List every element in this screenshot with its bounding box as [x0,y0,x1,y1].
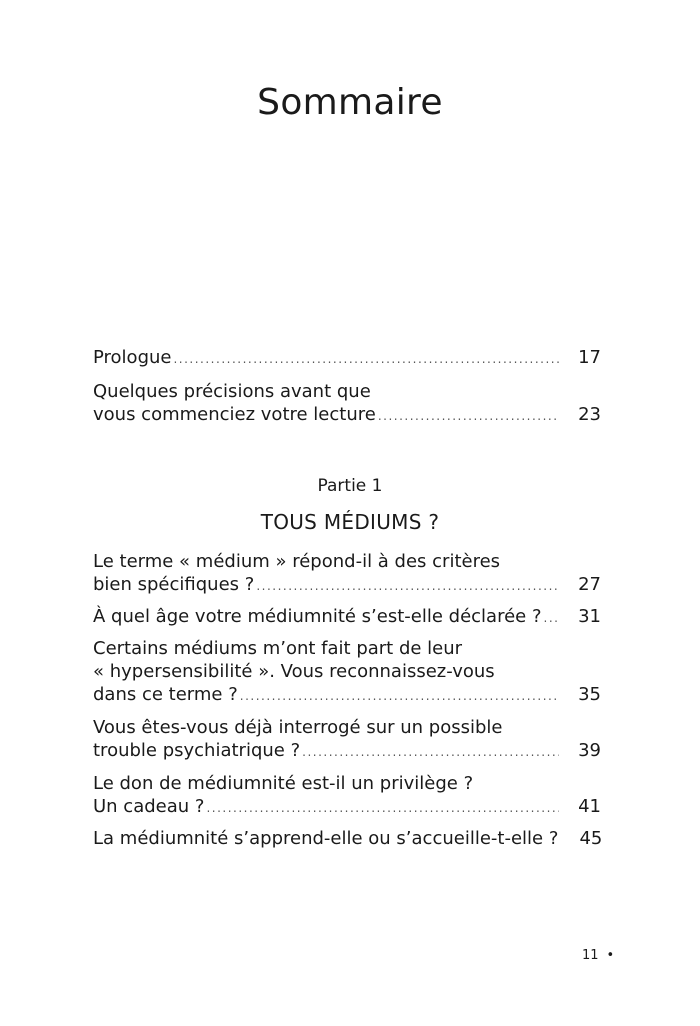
toc-entry-last-line [93,346,601,371]
dot-leader [378,405,559,428]
dot-leader [302,741,559,764]
toc-entry-text: trouble psychiatrique ? [93,740,301,761]
toc-page-number: 17 [578,347,601,368]
toc-page-number: 39 [578,740,601,761]
dot-leader [544,607,559,630]
toc-entry-text: Le don de médiumnité est-il un privilège ? [93,773,474,794]
bullet-icon: • [606,948,615,963]
dot-leader [173,348,559,371]
toc-entry-text: bien spécifiques ? [93,574,255,595]
dot-leader [240,685,559,708]
page-title: Sommaire [257,82,443,123]
toc-entry-terme-medium[interactable] [93,550,601,598]
toc-entry-hypersensibilite[interactable] [93,637,601,708]
page-number: 11 [582,948,599,963]
toc-entry-privilege[interactable] [93,772,601,820]
toc-page-number: 31 [578,606,601,627]
part-label: Partie 1 [317,476,383,496]
dot-leader [256,575,559,598]
toc-entry-text: La médiumnité s’apprend-elle ou s’accueille-t-elle ? [93,828,559,849]
toc-page-number: 41 [578,796,601,817]
toc-entry-last-line [93,403,601,428]
toc-page-number: 23 [578,404,601,425]
toc-page-number: 35 [578,684,601,705]
toc-entry-last-line [93,827,601,852]
toc-entry-text: Certains médiums m’ont fait part de leur [93,638,463,659]
toc-entry-text: Le terme « médium » répond-il à des critères [93,551,501,572]
toc-entry-text: « hypersensibilité ». Vous reconnaissez-vous [93,661,495,682]
toc-page-number: 45 [579,828,603,849]
toc-entry-text: vous commenciez votre lecture [93,404,376,425]
dot-leader [206,797,559,820]
toc-entry-last-line [93,739,601,764]
toc-entry-text: Vous êtes-vous déjà interrogé sur un possible [93,717,503,738]
toc-entry-last-line [93,683,601,708]
toc-entry-last-line [93,795,601,820]
toc-entry-text: Prologue [93,347,172,368]
toc-entry-prologue[interactable] [93,346,601,371]
toc-entry-text: À quel âge votre médiumnité s’est-elle déclarée ? [93,606,542,627]
toc-entry-precisions[interactable] [93,380,601,428]
toc-entry-text: dans ce terme ? [93,684,238,705]
toc-entry-apprend-accueille[interactable] [93,827,601,852]
toc-entry-last-line [93,573,601,598]
toc-entry-text: Un cadeau ? [93,796,205,817]
part-title: TOUS MÉDIUMS ? [260,510,440,534]
toc-entry-quel-age[interactable] [93,605,601,630]
page-folio [582,948,614,963]
toc-entry-last-line [93,605,601,630]
toc-entry-trouble-psychiatrique[interactable] [93,716,601,764]
toc-page-number: 27 [578,574,601,595]
toc-entry-text: Quelques précisions avant que [93,381,371,402]
